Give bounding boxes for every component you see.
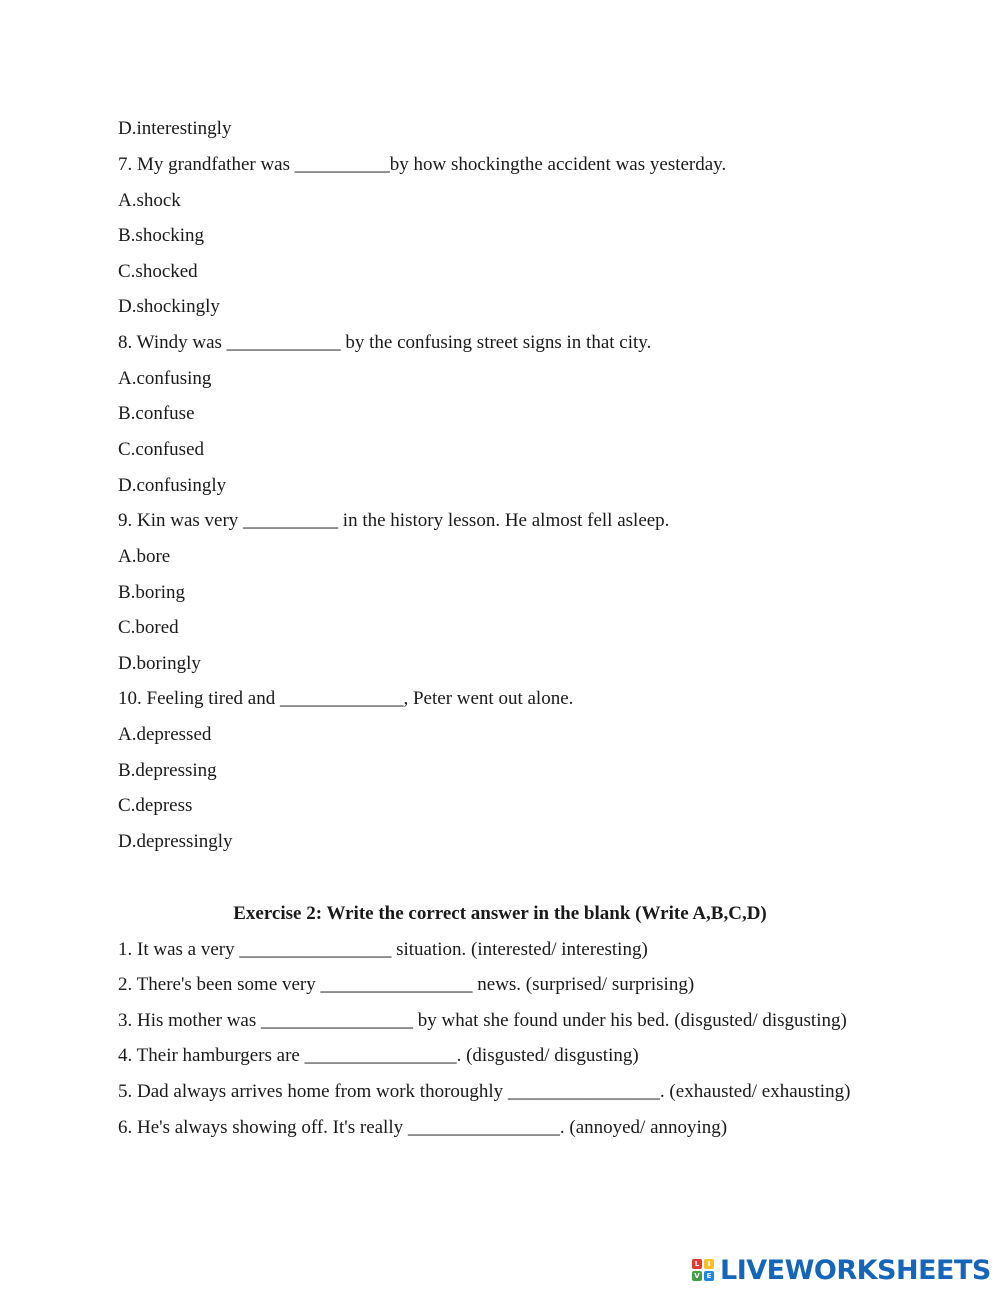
- option-8b: B.confuse: [118, 403, 195, 424]
- exercise-2-item-2: 2. There's been some very ________________ news. (surprised/ surprising): [118, 974, 695, 995]
- option-9a: A.bore: [118, 546, 171, 567]
- question-7: 7. My grandfather was __________by how shockingthe accident was yesterday.: [118, 154, 727, 175]
- option-8d: D.confusingly: [118, 475, 227, 496]
- logo-text: LIVEWORKSHEETS: [720, 1254, 991, 1286]
- option-7d: D.shockingly: [118, 296, 220, 317]
- option-7b: B.shocking: [118, 225, 205, 246]
- option-10a: A.depressed: [118, 724, 212, 745]
- exercise-2-item-6: 6. He's always showing off. It's really ________________. (annoyed/ annoying): [118, 1117, 728, 1138]
- line-d-interestingly: D.interestingly: [118, 118, 232, 139]
- exercise-2-item-5: 5. Dad always arrives home from work thoroughly ________________. (exhausted/ exhausting): [118, 1081, 851, 1102]
- option-8a: A.confusing: [118, 368, 212, 389]
- question-9: 9. Kin was very __________ in the history lesson. He almost fell asleep.: [118, 510, 670, 531]
- option-10d: D.depressingly: [118, 831, 233, 852]
- exercise-2-item-4: 4. Their hamburgers are ________________. (disgusted/ disgusting): [118, 1045, 639, 1066]
- option-8c: C.confused: [118, 439, 205, 460]
- liveworksheets-logo[interactable]: [692, 1253, 991, 1287]
- logo-badge-letter: L: [692, 1259, 702, 1269]
- option-9b: B.boring: [118, 582, 186, 603]
- logo-badge-letter: E: [704, 1271, 714, 1281]
- option-9d: D.boringly: [118, 653, 201, 674]
- option-9c: C.bored: [118, 617, 179, 638]
- logo-badge-icon: [692, 1259, 714, 1281]
- option-7a: A.shock: [118, 190, 181, 211]
- exercise-2-item-3: 3. His mother was ________________ by what she found under his bed. (disgusted/ disgusting): [118, 1010, 847, 1031]
- option-10b: B.depressing: [118, 760, 217, 781]
- exercise-2-heading: Exercise 2: Write the correct answer in the blank (Write A,B,C,D): [233, 903, 767, 924]
- question-10: 10. Feeling tired and _____________, Peter went out alone.: [118, 688, 574, 709]
- option-10c: C.depress: [118, 795, 193, 816]
- exercise-2-item-1: 1. It was a very ________________ situation. (interested/ interesting): [118, 939, 648, 960]
- logo-badge-letter: V: [692, 1271, 702, 1281]
- option-7c: C.shocked: [118, 261, 198, 282]
- question-8: 8. Windy was ____________ by the confusing street signs in that city.: [118, 332, 652, 353]
- logo-badge-letter: I: [704, 1259, 714, 1269]
